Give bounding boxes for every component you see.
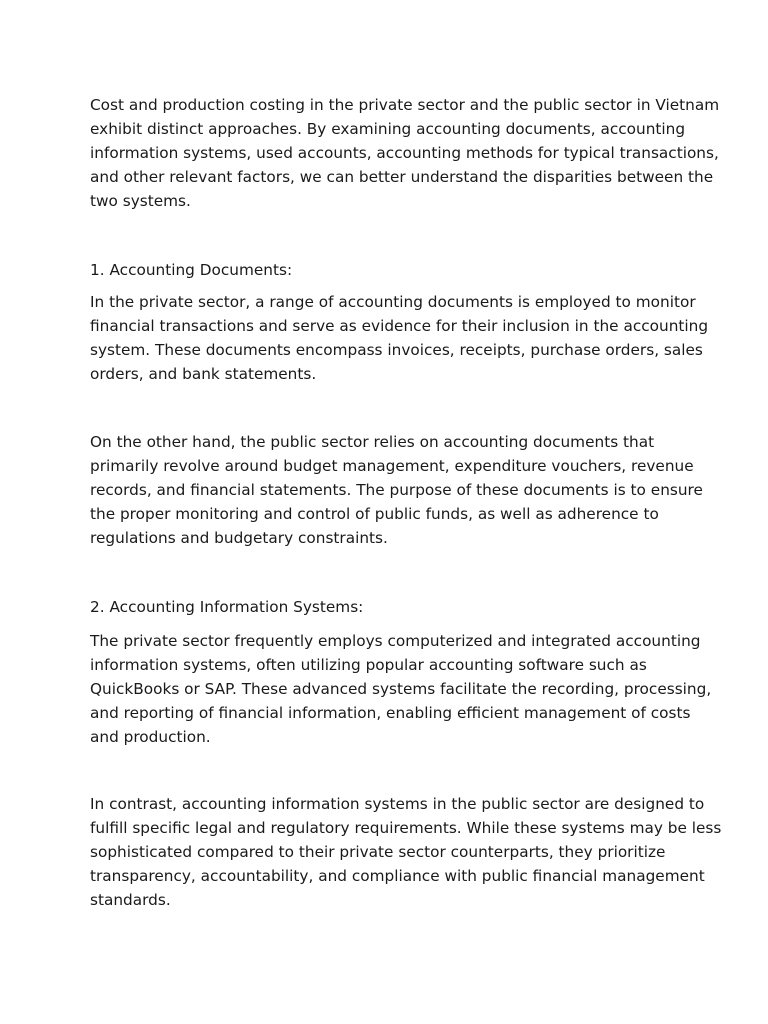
section-2-paragraph-private bbox=[90, 629, 712, 749]
paragraph-line: The private sector frequently employs computerized and integrated accounting bbox=[90, 632, 701, 650]
section-1-paragraph-private bbox=[90, 290, 709, 386]
section-1-heading bbox=[90, 258, 680, 282]
section-heading-text: 1. Accounting Documents: bbox=[90, 261, 293, 279]
intro-line: information systems, used accounts, accounting methods for typical transactions, bbox=[90, 144, 719, 162]
intro-line: and other relevant factors, we can better understand the disparities between the bbox=[90, 168, 714, 186]
paragraph-line: In contrast, accounting information systems in the public sector are designed to bbox=[90, 795, 705, 813]
intro-line: two systems. bbox=[90, 192, 191, 210]
paragraph-line: On the other hand, the public sector relies on accounting documents that bbox=[90, 433, 655, 451]
paragraph-line: primarily revolve around budget management, expenditure vouchers, revenue bbox=[90, 457, 694, 475]
paragraph-line: In the private sector, a range of accounting documents is employed to monitor bbox=[90, 293, 696, 311]
section-2-heading bbox=[90, 595, 680, 619]
paragraph-line: and reporting of financial information, enabling efficient management of costs bbox=[90, 704, 691, 722]
paragraph-line: QuickBooks or SAP. These advanced systems facilitate the recording, processing, bbox=[90, 680, 712, 698]
paragraph-line: fulfill specific legal and regulatory requirements. While these systems may be less bbox=[90, 819, 722, 837]
paragraph-line: financial transactions and serve as evidence for their inclusion in the accounting bbox=[90, 317, 709, 335]
paragraph-line: information systems, often utilizing popular accounting software such as bbox=[90, 656, 647, 674]
section-heading-text: 2. Accounting Information Systems: bbox=[90, 598, 364, 616]
paragraph-line: orders, and bank statements. bbox=[90, 365, 317, 383]
paragraph-line: system. These documents encompass invoices, receipts, purchase orders, sales bbox=[90, 341, 703, 359]
paragraph-line: transparency, accountability, and compliance with public financial management bbox=[90, 867, 705, 885]
paragraph-line: sophisticated compared to their private sector counterparts, they prioritize bbox=[90, 843, 666, 861]
intro-line: Cost and production costing in the private sector and the public sector in Vietnam bbox=[90, 96, 720, 114]
section-2-paragraph-public bbox=[90, 792, 722, 912]
paragraph-line: records, and financial statements. The purpose of these documents is to ensure bbox=[90, 481, 703, 499]
intro-paragraph bbox=[90, 93, 720, 213]
paragraph-line: regulations and budgetary constraints. bbox=[90, 529, 388, 547]
paragraph-line: and production. bbox=[90, 728, 211, 746]
paragraph-line: the proper monitoring and control of public funds, as well as adherence to bbox=[90, 505, 659, 523]
section-1-paragraph-public bbox=[90, 430, 703, 550]
paragraph-line: standards. bbox=[90, 891, 171, 909]
intro-line: exhibit distinct approaches. By examining accounting documents, accounting bbox=[90, 120, 686, 138]
